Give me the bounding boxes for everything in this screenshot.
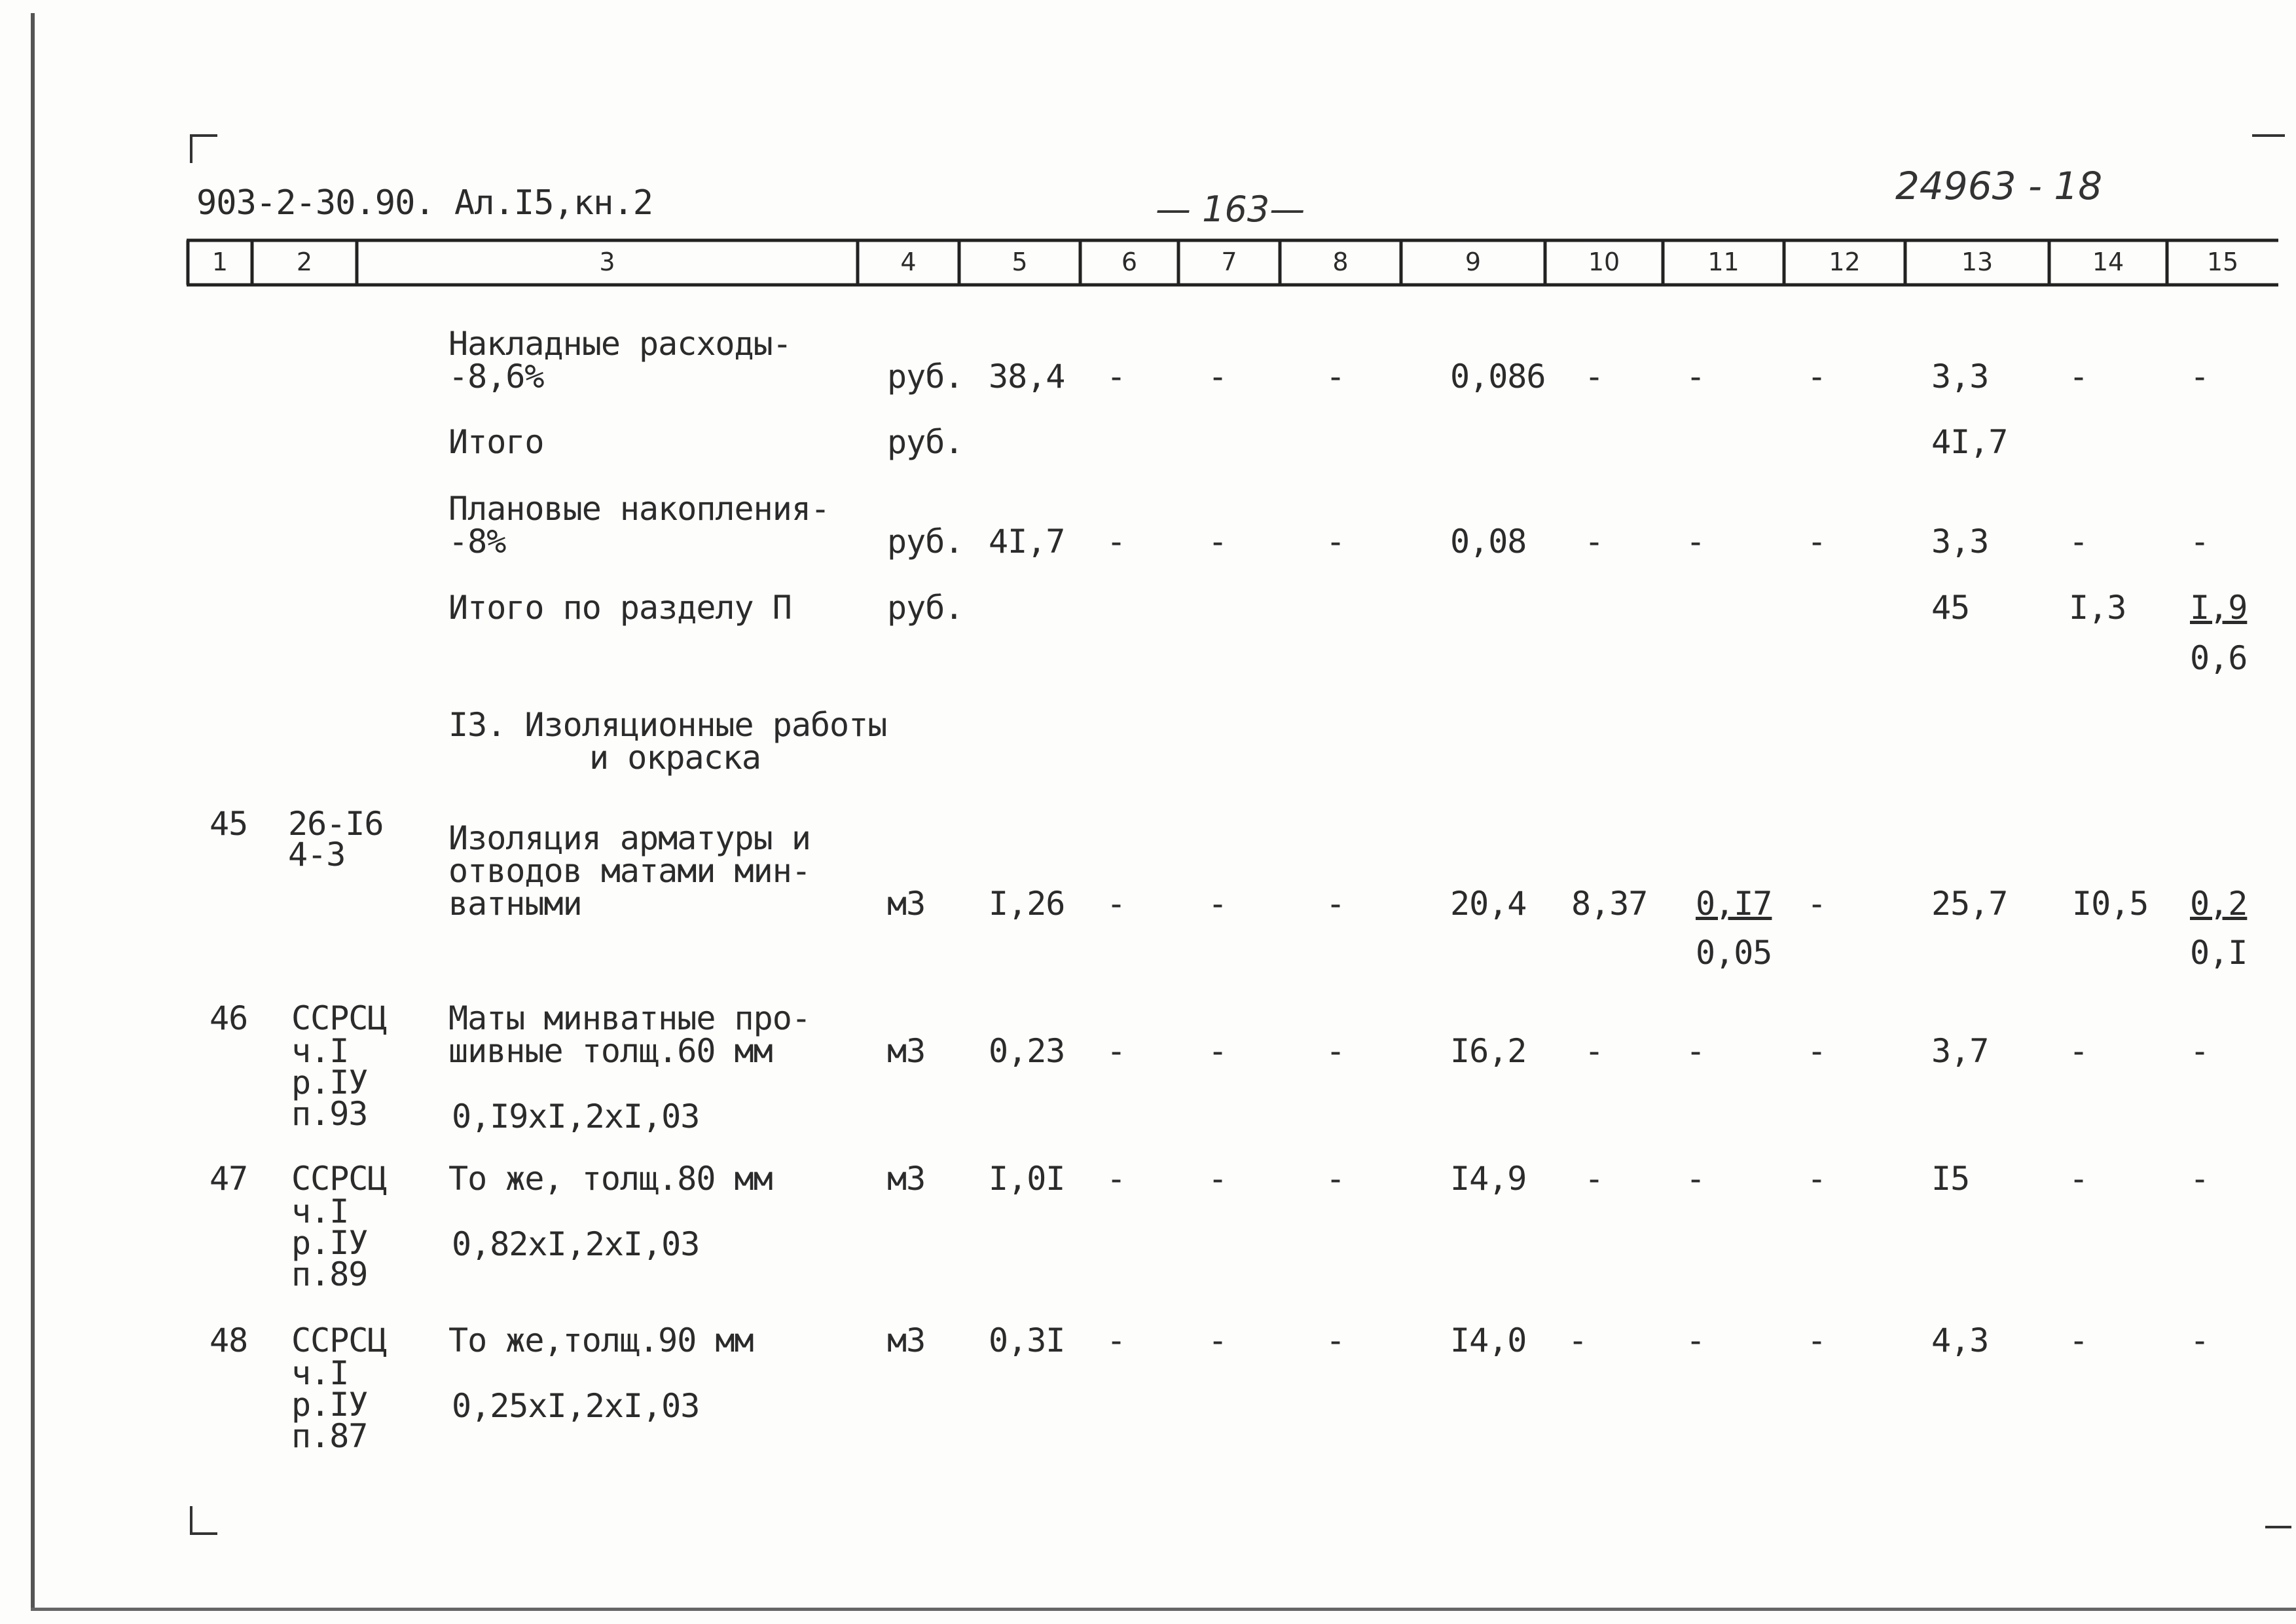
cell-col13: 4,3 [1931,1321,1989,1359]
col-header-12: 12 [1829,248,1861,276]
cell-col5: 0,3I [989,1321,1065,1359]
col-header-3: 3 [599,248,615,276]
cell-col12: - [1807,523,1827,561]
cell-unit: руб. [887,523,964,561]
column-header-grid [0,0,2296,327]
page-number: — 163— [1156,189,1305,230]
cell-item-number: 48 [210,1321,248,1359]
stamp-number: 24963 - 18 [1895,164,2103,208]
cell-col8: - [1326,1032,1345,1070]
cell-col8: - [1326,358,1345,396]
cell-col14: - [2069,1032,2088,1070]
col-header-1: 1 [211,248,228,276]
cell-col6: - [1106,1032,1126,1070]
cell-unit: руб. [887,423,964,461]
cell-col14: I,3 [2069,589,2126,627]
cell-col6: - [1106,1160,1126,1198]
cell-col11-sub: 0,05 [1696,934,1772,972]
col-header-10: 10 [1588,248,1620,276]
col-header-14: 14 [2092,248,2124,276]
cell-col10: - [1584,358,1604,396]
cell-col11: - [1686,1321,1705,1359]
cell-col9: 0,086 [1450,358,1546,396]
col-header-15: 15 [2206,248,2239,276]
cell-col15-sub: 0,6 [2190,639,2248,677]
cell-description: Изоляция арматуры и [448,819,811,857]
col-header-11: 11 [1707,248,1740,276]
cell-col13: 3,7 [1931,1032,1989,1070]
cell-description: Накладные расходы- [448,325,792,363]
cell-col7: - [1208,523,1228,561]
cell-col12: - [1807,358,1827,396]
cell-col8: - [1326,1160,1345,1198]
cell-item-number: 45 [210,805,248,843]
document-code: 903-2-30.90. Ал.I5,кн.2 [196,183,653,223]
cell-formula: 0,82хI,2хI,03 [452,1225,700,1263]
cell-col10: - [1568,1321,1588,1359]
col-header-6: 6 [1121,248,1138,276]
cell-col7: - [1208,1321,1228,1359]
cell-col8: - [1326,523,1345,561]
cell-col11: - [1686,523,1705,561]
cell-col14: I0,5 [2072,885,2149,923]
cell-reference-cont: ч.I [291,1192,349,1230]
cell-col14: - [2069,1321,2088,1359]
cell-col12: - [1807,885,1827,923]
cell-reference-cont: ч.I [291,1354,349,1392]
cell-col7: - [1208,1160,1228,1198]
cell-reference-cont3: п.89 [291,1255,368,1293]
cell-col7: - [1208,1032,1228,1070]
cell-col10: - [1584,1160,1604,1198]
cell-reference-cont3: п.87 [291,1417,368,1455]
cell-reference-cont: 4-3 [288,836,346,874]
cell-col8: - [1326,885,1345,923]
cell-col15: - [2190,358,2210,396]
section-title: I3. Изоляционные работы [448,706,887,744]
corner-mark-bottom-left [190,1506,217,1535]
cell-col13: 4I,7 [1931,423,2008,461]
cell-col13: 3,3 [1931,523,1989,561]
cell-description: Маты минватные про- [448,999,811,1037]
cell-col15-sub: 0,I [2190,934,2248,972]
cell-col15: - [2190,1160,2210,1198]
cell-col5: 0,23 [989,1032,1065,1070]
cell-formula: 0,25хI,2хI,03 [452,1387,700,1425]
cell-description: То же,толщ.90 мм [448,1321,754,1359]
cell-col8: - [1326,1321,1345,1359]
cell-col10: - [1584,523,1604,561]
cell-col5: 4I,7 [989,523,1065,561]
cell-unit: м3 [887,1032,926,1070]
col-header-5: 5 [1011,248,1028,276]
cell-unit: м3 [887,1321,926,1359]
cell-col6: - [1106,885,1126,923]
cell-reference-cont: ч.I [291,1032,349,1070]
cell-col9: 0,08 [1450,523,1527,561]
cell-col5: I,26 [989,885,1065,923]
cell-unit: руб. [887,589,964,627]
cell-col9: I4,0 [1450,1321,1527,1359]
cell-col11: - [1686,1160,1705,1198]
cell-col12: - [1807,1321,1827,1359]
cell-col11: 0,I7 [1696,885,1772,923]
cell-description-cont: отводов матами мин- [448,852,811,890]
cell-reference: 26-I6 [288,805,384,843]
cell-col12: - [1807,1032,1827,1070]
cell-unit: м3 [887,885,926,923]
cell-description: То же, толщ.80 мм [448,1160,773,1198]
cell-col7: - [1208,358,1228,396]
cell-reference: ССРСЦ [291,1321,387,1359]
cell-formula: 0,I9хI,2хI,03 [452,1098,700,1135]
col-header-2: 2 [296,248,313,276]
cell-col5: 38,4 [989,358,1065,396]
cell-col13: 45 [1931,589,1970,627]
cell-reference-cont2: р.IУ [291,1224,368,1262]
cell-col15: - [2190,523,2210,561]
cell-col15: I,9 [2190,589,2248,627]
cell-col10: - [1584,1032,1604,1070]
cell-col9: I4,9 [1450,1160,1527,1198]
cell-description-cont2: ватными [448,885,582,923]
col-header-9: 9 [1465,248,1482,276]
corner-mark-bottom-right [2265,1526,2291,1531]
cell-col10: 8,37 [1571,885,1648,923]
cell-reference-cont2: р.IУ [291,1063,368,1101]
cell-reference-cont2: р.IУ [291,1386,368,1424]
cell-description: Итого по разделу П [448,589,792,627]
cell-col6: - [1106,358,1126,396]
cell-col6: - [1106,1321,1126,1359]
cell-col13: I5 [1931,1160,1970,1198]
cell-reference: ССРСЦ [291,1160,387,1198]
cell-col9: 20,4 [1450,885,1527,923]
cell-unit: м3 [887,1160,926,1198]
cell-reference: ССРСЦ [291,999,387,1037]
page-bottom-border [31,1608,2296,1611]
cell-col15: - [2190,1032,2210,1070]
cell-item-number: 47 [210,1160,248,1198]
cell-col13: 3,3 [1931,358,1989,396]
cell-col15: - [2190,1321,2210,1359]
col-header-13: 13 [1961,248,1994,276]
col-header-8: 8 [1332,248,1349,276]
cell-col5: I,0I [989,1160,1065,1198]
cell-col14: - [2069,523,2088,561]
cell-col13: 25,7 [1931,885,2008,923]
cell-description-cont: -8,6% [448,358,544,396]
cell-description: Итого [448,423,544,461]
cell-col9: I6,2 [1450,1032,1527,1070]
section-title-cont: и окраска [589,739,761,777]
col-header-4: 4 [900,248,917,276]
cell-col11: - [1686,1032,1705,1070]
cell-reference-cont3: п.93 [291,1095,368,1133]
cell-description: Плановые накопления- [448,490,830,528]
cell-col14: - [2069,358,2088,396]
cell-description-cont: шивные толщ.60 мм [448,1032,773,1070]
cell-col7: - [1208,885,1228,923]
col-header-7: 7 [1221,248,1237,276]
cell-col15: 0,2 [2190,885,2248,923]
cell-unit: руб. [887,358,964,396]
cell-col12: - [1807,1160,1827,1198]
cell-description-cont: -8% [448,523,506,561]
cell-col11: - [1686,358,1705,396]
cell-col6: - [1106,523,1126,561]
cell-item-number: 46 [210,999,248,1037]
cell-col14: - [2069,1160,2088,1198]
